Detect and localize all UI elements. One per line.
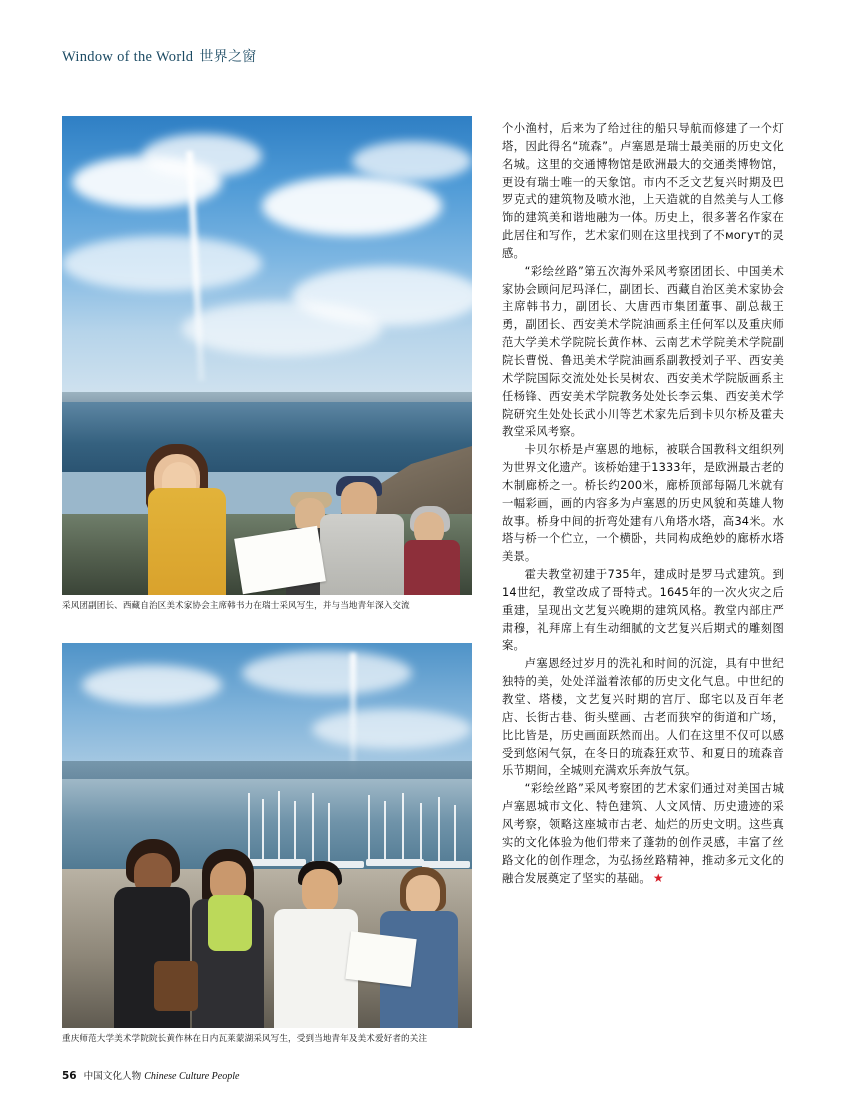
cloud-shape <box>262 176 442 236</box>
sailboat-mast <box>294 801 296 863</box>
paragraph: “彩绘丝路”第五次海外采风考察团团长、中国美术家协会顾问尼玛泽仁，副团长、西藏自治区美术家协会主席韩书力，副团长、大唐西市集团董事、副总裁王勇，副团长、西安美术学院油画系主任何军以及重庆师范大学美术学院院长黄作林、云南艺术学院美术学院副院长曹悦、鲁迅美术学院油画系副教授刘子平、西安美术学院国际交流处处长吴树农、西安美术学院版画系主任杨锋、西安美术学院教务处处长李云集、西安美术学院研究生处处长武小川等艺术家先后到卡贝尔桥及霍夫教堂采风考察。 <box>502 264 784 439</box>
sketch-paper <box>345 932 416 988</box>
sailboat-mast <box>420 803 422 863</box>
page-number: 56 <box>62 1070 77 1082</box>
cloud-shape <box>142 134 262 178</box>
page-header <box>62 46 257 66</box>
sailboat-mast <box>438 797 440 863</box>
header-title-en: Window of the World <box>62 49 194 65</box>
paragraph-text: “彩绘丝路”采风考察团的艺术家们通过对美国古城卢塞恩城市文化、特色建筑、人文风情、历史遗迹的采风考察，领略这座城市古老、灿烂的历史文明。这些真实的文化体验为他们带来了蓬勃的创作灵感，丰富了丝路文化的创作理念，为弘扬丝路精神，推动多元文化的融合发展奠定了坚实的基础。 <box>502 782 784 886</box>
artist-head <box>302 869 338 913</box>
visitor-head <box>406 875 440 915</box>
paragraph: 卢塞恩经过岁月的洗礼和时间的沉淀，具有中世纪独特的美，处处洋溢着浓郁的历史文化气息。中世纪的教堂、塔楼，文艺复兴时期的宫厅、邸宅以及百年老店、长街古巷、街头壁画、古老而狭窄的街道和广场，比比皆是，历史画面跃然而出。人们在这里不仅可以感受到悠闲气氛，在冬日的琉森狂欢节、和夏日的琉森音乐节期间，全城则充满欢乐奔放气氛。 <box>502 657 784 778</box>
boat-hull <box>244 859 306 866</box>
figure-2-caption: 重庆师范大学美术学院院长黄作林在日内瓦莱蒙湖采风写生，受到当地青年及美术爱好者的关注 <box>62 1034 428 1045</box>
artist-jacket <box>320 514 404 595</box>
figure-1 <box>62 116 472 612</box>
bystander-body <box>404 540 460 595</box>
artist-shirt <box>274 909 358 1028</box>
page-footer <box>62 1068 239 1082</box>
figure-1-caption: 采风团副团长、西藏自治区美术家协会主席韩书力在瑞士采风写生，并与当地青年深入交流 <box>62 601 410 611</box>
header-title-cn: 世界之窗 <box>199 49 257 65</box>
paragraph: 霍夫教堂初建于735年，建成时是罗马式建筑。到14世纪，教堂改成了哥特式。1645年的一次火灾之后重建，呈现出文艺复兴晚期的建筑风格。教堂内部庄严肃穆，礼拜席上有生动细腻的文艺复兴后期式的雕刻图案。 <box>502 568 784 653</box>
end-mark-star: ★ <box>652 871 664 886</box>
sailboat-mast <box>368 795 370 863</box>
figure-2 <box>62 643 472 1045</box>
footer-title-en: Chinese Culture People <box>144 1071 240 1082</box>
sailboat-mast <box>454 805 456 863</box>
paragraph: 个小渔村，后来为了给过往的船只导航而修建了一个灯塔，因此得名“琉森”。卢塞恩是瑞士最美丽的历史文化名城。这里的交通博物馆是欧洲最大的交通类博物馆，更设有瑞士唯一的天象馆。市内不乏文艺复兴时期及巴罗克式的建筑物及喷水池，上天造就的自然美与人工修饰的建筑美和谐地融为一体。历史上，很多著名作家在此居住和写作，艺术家们则在这里找到了不могут的灵感。 <box>502 122 784 260</box>
sailboat-mast <box>312 793 314 863</box>
sailboat-mast <box>402 793 404 863</box>
cloud-shape <box>352 141 472 181</box>
photo-lake-geneva-harbor <box>62 643 472 1028</box>
left-column <box>62 116 472 1046</box>
sailboat-mast <box>328 803 330 863</box>
paragraph-final <box>502 780 784 888</box>
sailboat-mast <box>278 791 280 863</box>
onlooker-scarf <box>208 895 252 951</box>
footer-title-cn: 中国文化人物 <box>83 1071 142 1082</box>
sailboat-mast <box>248 793 250 863</box>
sailboat-mast <box>384 801 386 863</box>
cloud-shape <box>62 236 262 291</box>
shoulder-bag <box>154 961 198 1011</box>
photo-geneva-sketching <box>62 116 472 595</box>
article-body <box>502 120 784 888</box>
paragraph: 卡贝尔桥是卢塞恩的地标，被联合国教科文组织列为世界文化遗产。该桥始建于1333年，是欧洲最古老的木制廊桥之一。桥长约200米，廊桥顶部每隔几米就有一幅彩画，画的内容多为卢塞恩的历史风貌和英雄人物故事。桥身中间的折弯处建有八角塔水塔，高34米。水塔与桥一个伫立，一个横卧，共同构成绝妙的廊桥水塔美景。 <box>502 443 784 564</box>
lake-water <box>62 402 472 472</box>
sailboat-mast <box>262 799 264 863</box>
young-woman-top <box>148 488 226 595</box>
boat-hull <box>366 859 424 866</box>
water-jet-fountain <box>350 653 356 773</box>
cloud-shape <box>182 301 382 356</box>
